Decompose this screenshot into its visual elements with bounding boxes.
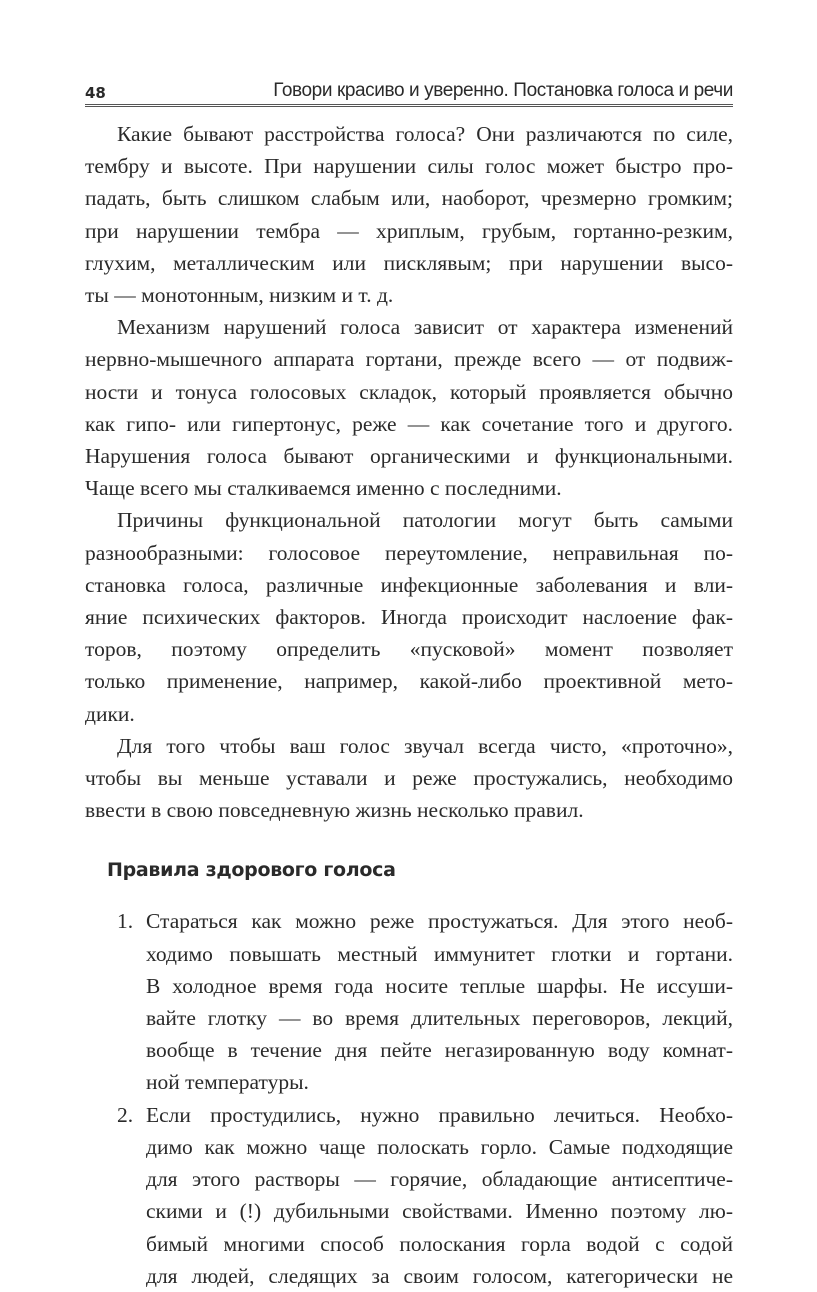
text-line: ввести в свою повседневную жизнь несколько правил. — [85, 798, 584, 823]
text-line: ходимо повышать местный иммунитет глотки и гортани. — [146, 941, 733, 966]
text-line: ной температуры. — [146, 1070, 309, 1095]
text-line: только применение, например, какой-либо проективной мето- — [85, 669, 733, 694]
text-line: Механизм нарушений голоса зависит от характера изменений — [117, 315, 733, 340]
text-line: бимый многими способ полоскания горла водой с содой — [146, 1231, 733, 1256]
text-line: становка голоса, различные инфекционные заболевания и вли- — [85, 572, 733, 597]
paragraph — [85, 504, 733, 729]
text-line: Чаще всего мы сталкиваемся именно с последними. — [85, 476, 562, 501]
text-line: дики. — [85, 701, 135, 726]
text-line: чтобы вы меньше уставали и реже простужались, необходимо — [85, 766, 733, 791]
paragraphs — [85, 118, 733, 826]
text-line: торов, поэтому определить «пусковой» момент позволяет — [85, 637, 733, 662]
list-item — [85, 1099, 733, 1292]
text-line: нервно-мышечного аппарата гортани, прежде всего — от подвиж- — [85, 347, 733, 372]
paragraph — [85, 118, 733, 311]
text-line: вообще в течение дня пейте негазированную воду комнат- — [146, 1038, 733, 1063]
list-number: 1. — [117, 909, 134, 934]
text-line: Нарушения голоса бывают органическими и функциональными. — [85, 444, 733, 469]
text-line: как гипо- или гипертонус, реже — как сочетание того и другого. — [85, 411, 733, 436]
text-line: яние психических факторов. Иногда происходит наслоение фак- — [85, 605, 733, 630]
text-line: В холодное время года носите теплые шарфы. Не иссуши- — [146, 973, 733, 998]
text-line: вайте глотку — во время длительных переговоров, лекций, — [146, 1006, 733, 1031]
text-line: ты — монотонным, низким и т. д. — [85, 283, 394, 308]
text-line: Какие бывают расстройства голоса? Они различаются по силе, — [117, 122, 733, 146]
text-line: глухим, металлическим или писклявым; при нарушении высо- — [85, 250, 733, 275]
page-number: 48 — [85, 84, 106, 102]
text-line: тембру и высоте. При нарушении силы голос может быстро про- — [85, 154, 733, 179]
running-header — [85, 76, 733, 107]
text-line: для этого растворы — горячие, обладающие антисептиче- — [146, 1167, 733, 1192]
section-heading: Правила здорового голоса — [107, 859, 396, 882]
list-item — [85, 905, 733, 1098]
text-line: разнообразными: голосовое переутомление, неправильная по- — [85, 540, 733, 565]
text-line: Для того чтобы ваш голос звучал всегда чисто, «проточно», — [117, 733, 733, 758]
paragraph — [85, 730, 733, 827]
text-line: для людей, следящих за своим голосом, категорически не — [146, 1263, 733, 1288]
running-title: Говори красиво и уверенно. Постановка голоса и речи — [273, 80, 733, 101]
text-line: ности и тонуса голосовых складок, который проявляется обычно — [85, 379, 733, 404]
paragraph — [85, 311, 733, 504]
text-line: падать, быть слишком слабым или, наоборот, чрезмерно громким; — [85, 186, 733, 211]
text-line: при нарушении тембра — хриплым, грубым, гортанно-резким, — [85, 218, 733, 243]
page-body — [85, 118, 733, 1292]
text-line: скими и (!) дубильными свойствами. Именно поэтому лю- — [146, 1199, 733, 1224]
list-number: 2. — [117, 1102, 134, 1127]
rules-list — [85, 905, 733, 1291]
text-line: Если простудились, нужно правильно лечиться. Необхо- — [146, 1102, 733, 1127]
text-line: Стараться как можно реже простужаться. Для этого необ- — [146, 909, 733, 934]
text-line: Причины функциональной патологии могут быть самыми — [117, 508, 733, 533]
text-line: димо как можно чаще полоскать горло. Самые подходящие — [146, 1134, 733, 1159]
